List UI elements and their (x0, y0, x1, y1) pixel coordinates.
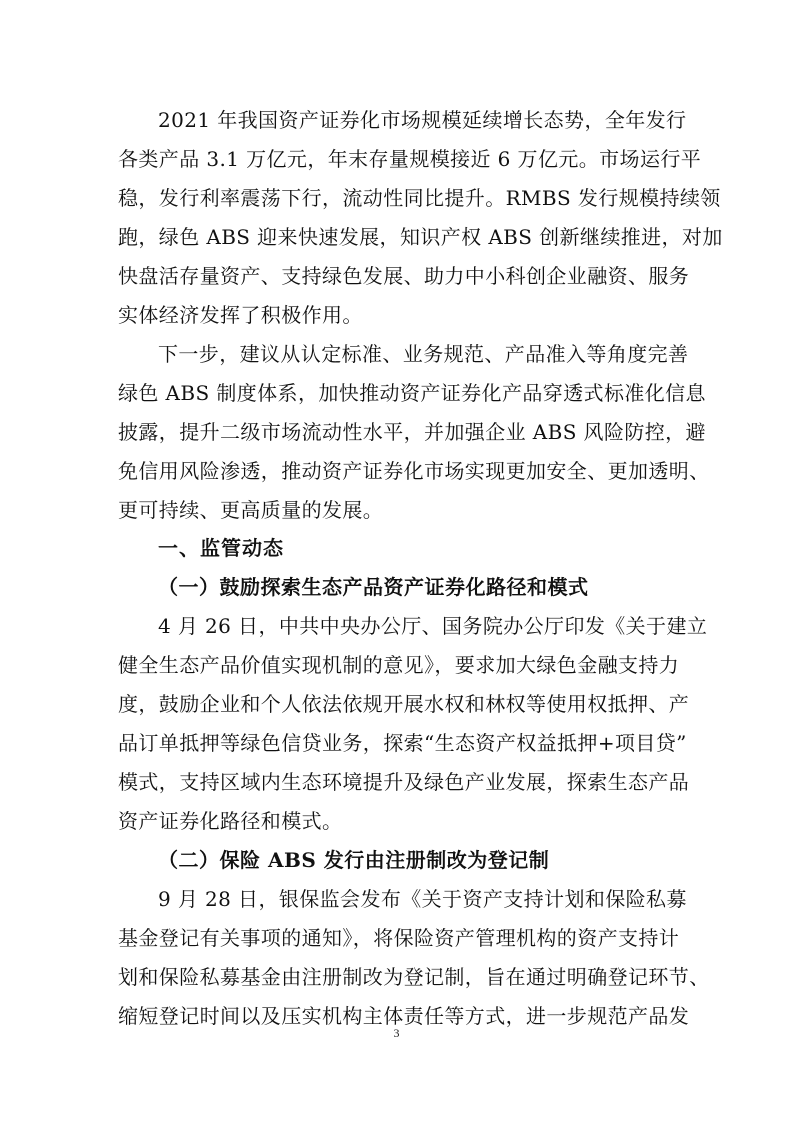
paragraph-3-line-3: 度，鼓励企业和个人依法依规开展水权和林权等使用权抵押、产 (118, 692, 690, 716)
page-number: 3 (393, 1026, 400, 1040)
subsection-2-heading: （二）保险 ABS 发行由注册制改为登记制 (158, 848, 550, 872)
paragraph-1-line-6: 实体经济发挥了积极作用。 (118, 303, 363, 327)
paragraph-2-line-4: 免信用风险渗透，推动资产证券化市场实现更加安全、更加透明、 (118, 459, 710, 483)
paragraph-2-line-3: 披露，提升二级市场流动性水平，并加强企业 ABS 风险防控，避 (118, 420, 706, 444)
paragraph-1-line-5: 快盘活存量资产、支持绿色发展、助力中小科创企业融资、服务 (118, 264, 690, 288)
paragraph-1-line-3: 稳，发行利率震荡下行，流动性同比提升。RMBS 发行规模持续领 (118, 186, 721, 210)
paragraph-3-line-2: 健全生态产品价值实现机制的意见》，要求加大绿色金融支持力 (118, 653, 680, 677)
paragraph-4-line-4: 缩短登记时间以及压实机构主体责任等方式，进一步规范产品发 (118, 1004, 690, 1028)
paragraph-3-line-6: 资产证券化路径和模式。 (118, 809, 343, 833)
paragraph-2-line-1: 下一步，建议从认定标准、业务规范、产品准入等角度完善 (158, 342, 689, 366)
section-heading: 一、监管动态 (158, 536, 284, 560)
paragraph-3-line-4: 品订单抵押等绿色信贷业务，探索“生态资产权益抵押+项目贷” (118, 731, 687, 755)
paragraph-2-line-2: 绿色 ABS 制度体系，加快推动资产证券化产品穿透式标准化信息 (118, 381, 706, 405)
paragraph-1-line-4: 跑，绿色 ABS 迎来快速发展，知识产权 ABS 创新继续推进，对加 (118, 225, 723, 249)
paragraph-1-line-1: 2021 年我国资产证券化市场规模延续增长态势，全年发行 (158, 108, 687, 132)
paragraph-3-line-1: 4 月 26 日，中共中央办公厅、国务院办公厅印发《关于建立 (158, 614, 708, 638)
paragraph-2-line-5: 更可持续、更高质量的发展。 (118, 498, 384, 522)
paragraph-4-line-2: 基金登记有关事项的通知》，将保险资产管理机构的资产支持计 (118, 926, 680, 950)
paragraph-4-line-3: 划和保险私募基金由注册制改为登记制，旨在通过明确登记环节、 (118, 965, 710, 989)
paragraph-3-line-5: 模式，支持区域内生态环境提升及绿色产业发展，探索生态产品 (118, 770, 690, 794)
paragraph-4-line-1: 9 月 28 日，银保监会发布《关于资产支持计划和保险私募 (158, 887, 687, 911)
subsection-1-heading: （一）鼓励探索生态产品资产证券化路径和模式 (158, 575, 589, 599)
paragraph-1-line-2: 各类产品 3.1 万亿元，年末存量规模接近 6 万亿元。市场运行平 (118, 147, 702, 171)
